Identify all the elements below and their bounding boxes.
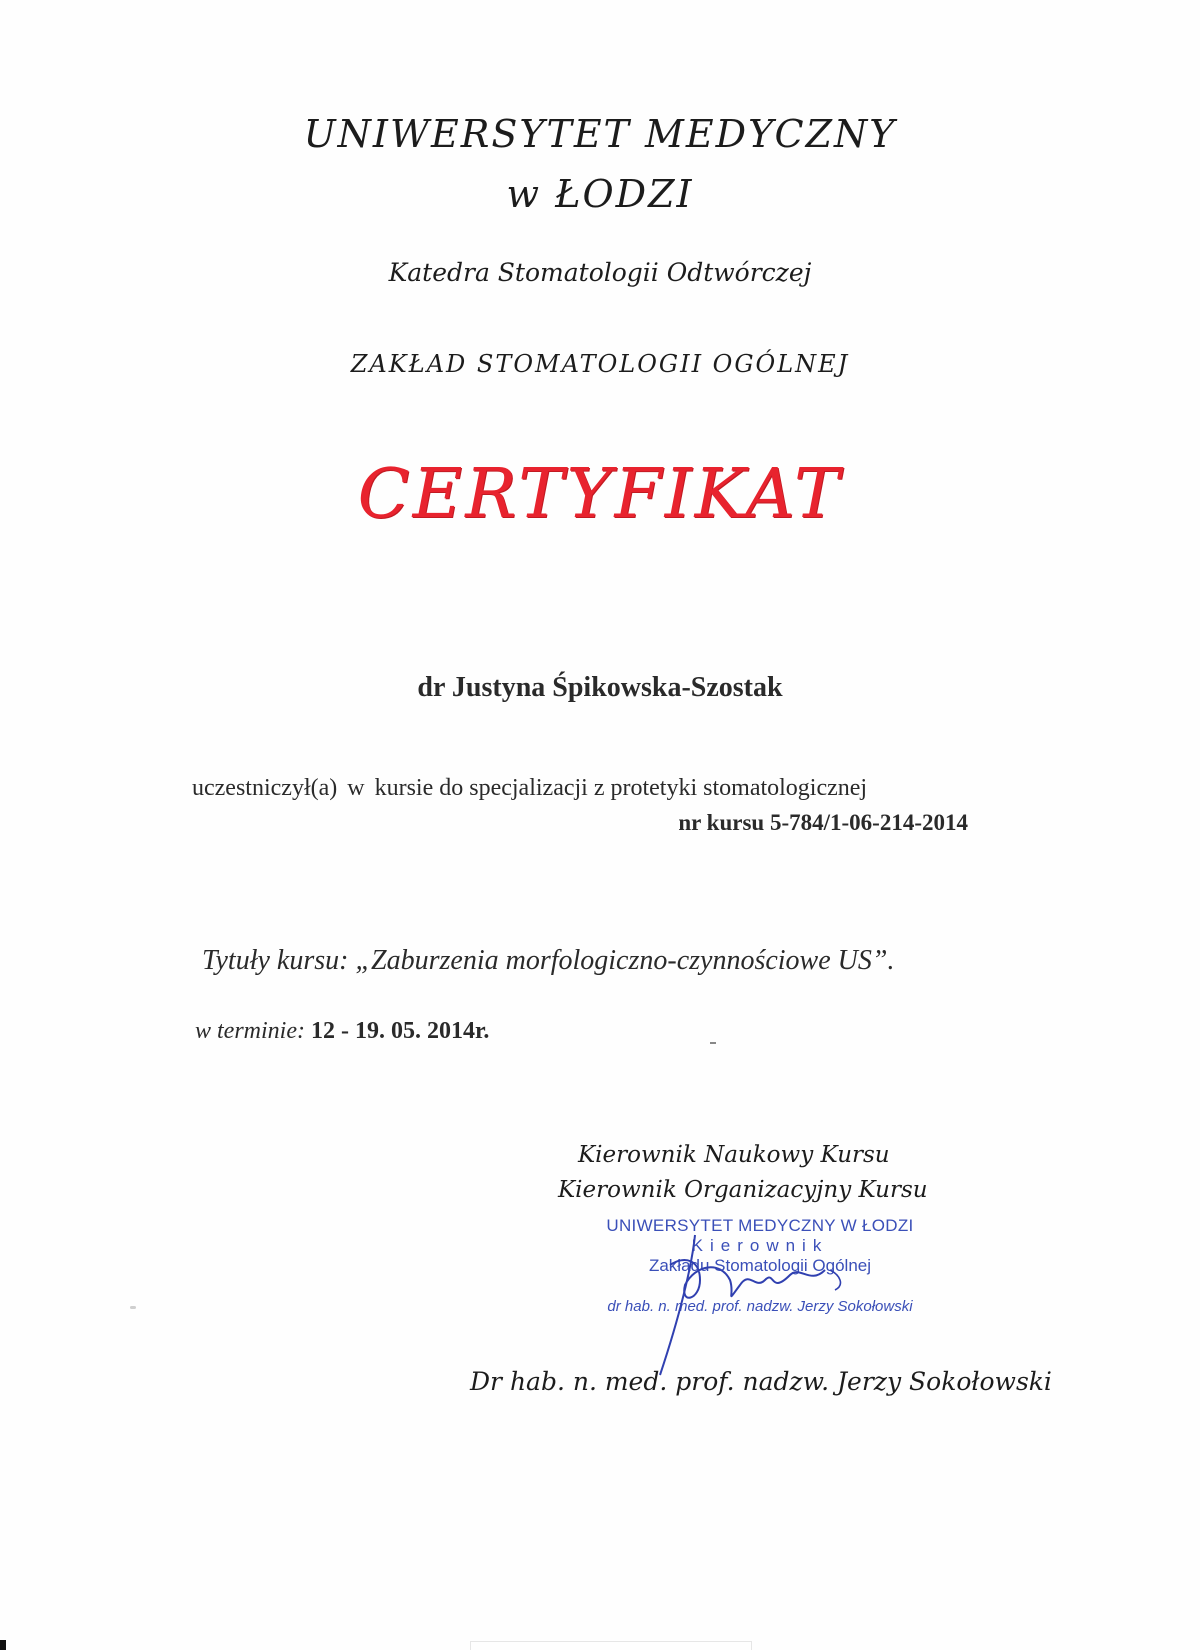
scan-dash <box>710 1042 716 1044</box>
stamp-line-role: Kierownik <box>691 1236 829 1255</box>
scan-speck <box>130 1306 136 1309</box>
unit-name: ZAKŁAD STOMATOLOGII OGÓLNEJ <box>350 350 850 378</box>
director-name: Dr hab. n. med. prof. nadzw. Jerzy Sokołowski <box>470 1367 1052 1396</box>
certificate-title: CERTYFIKAT <box>357 455 843 534</box>
participation-statement <box>192 775 867 802</box>
handwritten-signature <box>640 1225 900 1385</box>
university-name-line2: w ŁODZI <box>506 172 694 216</box>
participation-text: kursie do specjalizacji z protetyki stomatologicznej <box>374 775 868 801</box>
scan-edge-mark <box>0 1640 6 1650</box>
participation-w: w <box>347 775 365 801</box>
department-name: Katedra Stomatologii Odtwórczej <box>388 258 812 287</box>
role-scientific-director: Kierownik Naukowy Kursu <box>578 1142 890 1168</box>
scan-clip-edge <box>470 1641 752 1650</box>
stamp-line-unit: Zakładu Stomatologii Ogólnej <box>648 1256 872 1275</box>
stamp-line-name: dr hab. n. med. prof. nadzw. Jerzy Sokołowski <box>607 1298 913 1315</box>
participation-prefix: uczestniczył(a) <box>192 775 338 801</box>
university-name-line1: UNIWERSYTET MEDYCZNY <box>303 112 897 156</box>
term-label: w terminie: <box>195 1018 305 1044</box>
course-titles: Tytuły kursu: „Zaburzenia morfologiczno-czynnościowe US”. <box>202 945 895 976</box>
term-value: 12 - 19. 05. 2014r. <box>310 1018 490 1044</box>
course-term <box>195 1018 489 1045</box>
course-number: nr kursu 5-784/1-06-214-2014 <box>678 810 968 835</box>
role-organizational-director: Kierownik Organizacyjny Kursu <box>558 1177 928 1203</box>
stamp-line-university: UNIWERSYTET MEDYCZNY W ŁODZI <box>606 1216 914 1235</box>
recipient-name: dr Justyna Śpikowska-Szostak <box>417 672 783 703</box>
